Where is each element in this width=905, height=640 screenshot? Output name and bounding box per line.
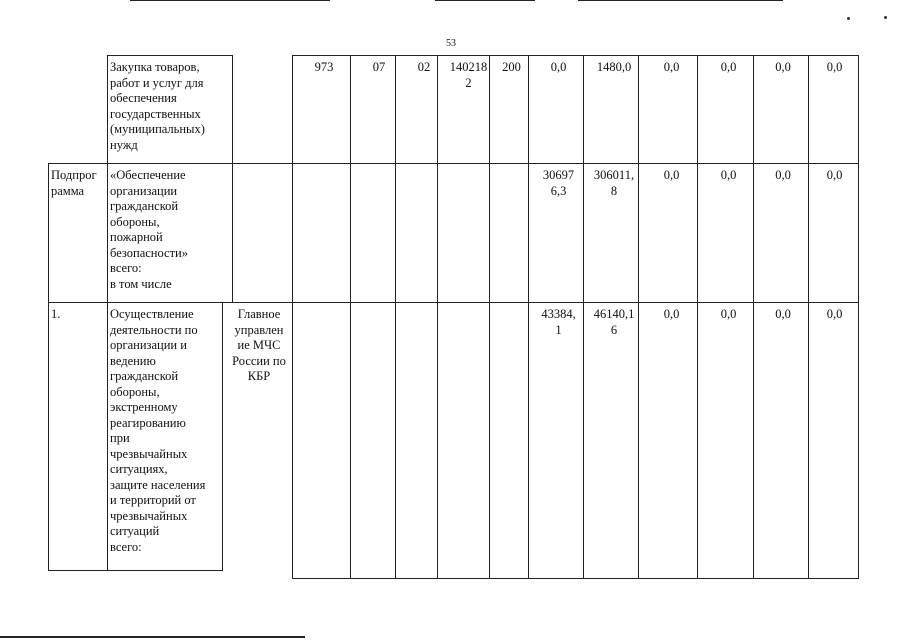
table-cell-v1: 43384, 1 <box>541 307 576 337</box>
table-vertical-rule <box>107 55 108 570</box>
table-cell-number: Подпрог рамма <box>51 168 97 198</box>
table-vertical-rule <box>858 55 859 578</box>
top-rule-mid <box>435 0 535 1</box>
table-cell-vr: 200 <box>502 60 521 74</box>
table-cell-v1: 0,0 <box>550 60 567 74</box>
table-cell-v5: 0,0 <box>775 168 791 182</box>
table-horizontal-rule <box>292 55 859 56</box>
table-cell-v3: 0,0 <box>663 307 680 321</box>
table-vertical-rule <box>489 55 490 578</box>
scan-speck <box>847 17 850 20</box>
table-cell-rz: 07 <box>372 60 386 74</box>
table-horizontal-rule <box>48 570 223 571</box>
table-vertical-rule <box>583 55 584 578</box>
table-cell-v3: 0,0 <box>663 60 680 74</box>
table-cell-pr: 02 <box>417 60 431 74</box>
table-cell-v4: 0,0 <box>720 168 737 182</box>
top-rule-right <box>578 0 783 1</box>
table-cell-v2: 46140,1 6 <box>593 307 635 337</box>
page-number: 53 <box>446 38 456 49</box>
table-cell-v6: 0,0 <box>826 60 843 74</box>
table-cell-v4: 0,0 <box>720 307 737 321</box>
table-horizontal-rule <box>292 578 859 579</box>
table-cell-number: 1. <box>51 307 61 321</box>
table-vertical-rule <box>697 55 698 578</box>
table-cell-v6: 0,0 <box>826 168 843 182</box>
table-cell-grbs: 973 <box>314 60 334 74</box>
table-cell-v6: 0,0 <box>826 307 843 321</box>
table-cell-executor: Главное управлен ие МЧС России по КБР <box>232 307 286 383</box>
table-vertical-rule <box>232 55 233 302</box>
scan-speck <box>884 16 887 19</box>
table-cell-v4: 0,0 <box>720 60 737 74</box>
table-cell-v1: 30697 6,3 <box>542 168 575 198</box>
table-horizontal-rule <box>48 163 859 164</box>
table-cell-name: Закупка товаров, работ и услуг для обеспечения государственных (муниципальных) нужд <box>110 60 205 152</box>
table-cell-v2: 306011, 8 <box>593 168 635 198</box>
table-horizontal-rule <box>48 302 859 303</box>
table-cell-v5: 0,0 <box>775 307 791 321</box>
bottom-rule <box>0 636 305 638</box>
table-vertical-rule <box>222 302 223 570</box>
table-vertical-rule <box>808 55 809 578</box>
table-cell-name: Осуществление деятельности по организации и ведению гражданской обороны, экстренному реагированию при чрезвычайных ситуациях, защите населения и территорий от чрезвычайных ситуаций всего: <box>110 307 206 554</box>
table-cell-v5: 0,0 <box>775 60 791 74</box>
table-cell-v3: 0,0 <box>663 168 680 182</box>
table-vertical-rule <box>48 163 49 570</box>
table-cell-v2: 1480,0 <box>596 60 632 74</box>
table-cell-csr: 140218 2 <box>449 60 488 90</box>
table-cell-name: «Обеспечение организации гражданской обороны, пожарной безопасности» всего: в том числе <box>110 168 188 291</box>
top-rule-left <box>130 0 330 1</box>
table-horizontal-rule <box>107 55 232 56</box>
